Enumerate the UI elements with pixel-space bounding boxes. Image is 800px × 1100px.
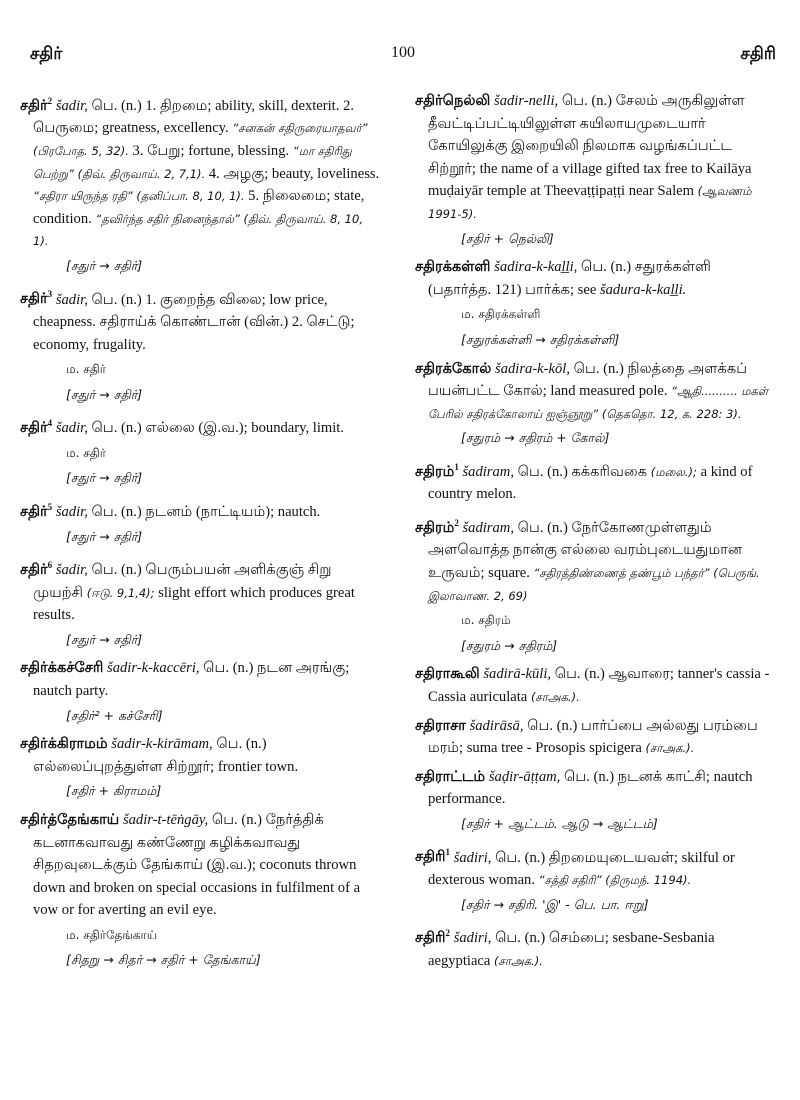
entry-definition: பெ. (n.) எல்லைப்புறத்துள்ள சிற்றூர்; frontier town. xyxy=(33,736,299,775)
entry-transliteration: šadir-k-kaccēri, xyxy=(107,660,200,677)
entry-transliteration: šaḍir-āṭṭam, xyxy=(488,768,561,785)
entry-citation: “சதிரத்திண்ணைத் தண்பூம் பந்தர்” xyxy=(533,566,710,580)
headword-text: சதிர் xyxy=(20,561,48,578)
entry-cognate: ம. சதிர் xyxy=(66,362,107,377)
running-head-right: சதிரி xyxy=(740,44,776,63)
headword-sense-number: 2 xyxy=(454,517,459,528)
entry-definition: 4. அழகு; beauty, loveliness. xyxy=(205,165,380,182)
headword-sense-number: 5 xyxy=(47,502,53,513)
entry-definition: பெ. (n.) நேர்கோணமுள்ளதும் அளவொத்த நான்கு எல்லை வரம்புடையதுமான உருவம்; square. xyxy=(428,519,742,581)
entry-etymology: [சதுர் → சதிர்] xyxy=(66,258,143,274)
right-column xyxy=(415,90,775,978)
entry-headword xyxy=(415,259,491,275)
entry-definition: šadura-k-kaḻḻi. xyxy=(599,281,687,298)
entry-transliteration: šadiri, xyxy=(453,849,492,866)
headword-text: சதிராகூலி xyxy=(415,666,480,683)
entry-citation: (மலை.); xyxy=(650,464,697,479)
entry-etymology: [சதுர் → சதிர்] xyxy=(66,631,143,647)
entry-definition: பெ. (n.) பெரும்பயன் அளிக்குஞ் சிறு முயற்சி xyxy=(33,561,332,601)
entry-etymology: [சதுர் → சதிர்] xyxy=(66,386,143,402)
dictionary-entry xyxy=(415,456,775,506)
headword-text: சதிர்த்தேங்காய் xyxy=(20,811,120,828)
entry-etymology: [சதுரம் → சதிரம்] xyxy=(461,637,558,653)
headword-sense-number: 6 xyxy=(47,560,53,571)
entry-etymology: [சதிர் + நெல்லி] xyxy=(461,230,554,246)
entry-citation: (சாஅக.). xyxy=(645,741,695,756)
entry-citation: (திருமந். 1194). xyxy=(601,872,692,887)
headword-text: சதிரி xyxy=(415,930,446,947)
entry-definition: 5. நிலைமை; state, condition. xyxy=(33,188,365,227)
entry-headword xyxy=(415,769,485,785)
headword-sense-number: 1 xyxy=(445,847,451,858)
headword-text: சதிர்க்கச்சேரி xyxy=(20,660,104,677)
entry-transliteration: šadirāsā, xyxy=(469,717,524,734)
entry-etymology: [சதிர் + ஆட்டம். ஆடு → ஆட்டம்] xyxy=(461,815,658,831)
entry-definition: பெ. (n.) திறமையுடையவள்; skilful or dexterous woman. xyxy=(428,849,735,888)
dictionary-entry xyxy=(20,733,380,778)
dictionary-entry xyxy=(415,512,775,607)
dictionary-entry xyxy=(415,663,775,708)
entry-citation: (திவ். திருவாய். 8, 10, 1). xyxy=(33,211,363,249)
entry-transliteration: šadira-k-kaḻḻi, xyxy=(494,259,578,276)
entry-cognate: ம. சதிரக்கள்ளி xyxy=(461,307,541,322)
headword-sense-number: 4 xyxy=(47,418,53,429)
entry-headword xyxy=(20,660,103,676)
page-number: 100 xyxy=(391,44,415,61)
dictionary-entry xyxy=(20,496,380,523)
entry-citation: “தவிர்ந்த சதிர் நினைந்தால்” xyxy=(95,211,240,226)
entry-citation: (ஈடு. 9,1,4); xyxy=(86,585,155,600)
entry-etymology: [சதுர் → சதிர்] xyxy=(66,470,143,486)
entry-headword xyxy=(415,849,450,865)
entry-etymology: [சதுர் → சதிர்] xyxy=(66,528,143,544)
entry-citation: “சதிரா யிருந்த ரதி” xyxy=(33,189,133,204)
dictionary-entry xyxy=(20,90,380,253)
headword-sense-number: 3 xyxy=(47,289,53,300)
entry-definition: பெ. (n.) சதுரக்கள்ளி (பதார்த்த. 121) பார்க்க; see xyxy=(428,259,712,298)
entry-definition: பெ. (n.) எல்லை (இ.வ.); boundary, limit. xyxy=(87,420,344,437)
entry-definition: பெ. (n.) ஆவாரை; tanner's cassia - Cassia auriculata xyxy=(428,666,770,705)
dictionary-entry xyxy=(415,358,775,426)
headword-text: சதிர் xyxy=(20,503,48,520)
entry-cognate: ம. சதிரம் xyxy=(461,613,511,628)
entry-citation: (தெகதொ. 12, க. 228: 3). xyxy=(598,406,742,421)
entry-headword xyxy=(20,504,52,520)
entry-citation: (தனிப்பா. 8, 10, 1). xyxy=(132,189,245,204)
entry-definition: 3. பேறு; fortune, blessing. xyxy=(128,143,293,160)
entry-transliteration: šadir, xyxy=(55,503,88,520)
headword-text: சதிரக்கள்ளி xyxy=(415,259,491,276)
entry-citation: (பிரபோத. 5, 32). xyxy=(33,144,129,159)
entry-etymology: [சிதறு → சிதர் → சதிர் + தேங்காய்] xyxy=(66,952,261,968)
entry-headword xyxy=(415,361,491,377)
dictionary-entry xyxy=(415,922,775,972)
dictionary-entry xyxy=(20,809,380,922)
entry-definition: பெ. (n.) 1. திறமை; ability, skill, dexterit. 2. பெருமை; greatness, excellency. xyxy=(33,97,354,137)
page-header xyxy=(30,44,776,70)
left-column xyxy=(20,90,380,978)
entry-etymology: [சதிர்² + கச்சேரி] xyxy=(66,707,163,723)
entry-definition: பெ. (n.) நிலத்தை அளக்கப் பயன்பட்ட கோல்; land measured pole. xyxy=(428,360,748,400)
headword-text: சதிர் xyxy=(20,97,48,114)
entry-citation: (பெருங். இலாவாண. 2, 69) xyxy=(428,566,760,603)
entry-citation: “சனகன் சதிருரையாதவர்” xyxy=(232,121,368,136)
headword-text: சதிரம் xyxy=(415,519,455,536)
dictionary-entry xyxy=(415,90,775,226)
entry-cognate: ம. சதிர்தேங்காய் xyxy=(66,927,158,942)
entry-headword xyxy=(20,98,52,114)
entry-headword xyxy=(20,562,52,578)
entry-transliteration: šadir-t-tēṅgāy, xyxy=(122,811,209,828)
entry-definition: பெ. (n.) பார்ப்பை அல்லது பரம்பை மரம்; suma tree - Prosopis spicigera xyxy=(428,717,758,757)
entry-definition: பெ. (n.) நேர்த்திக் கடனாகவாவது கண்ணேறு கழிக்கவாவது சிதறவுடைக்கும் தேங்காய் (இ.வ.); coconuts thrown down and broken on special occasions in fulfilment of a vow or for averting an evil eye. xyxy=(33,811,361,919)
entry-transliteration: šadir-k-kirāmam, xyxy=(111,736,213,753)
entry-headword xyxy=(415,517,459,536)
entry-definition: பெ. (n.) சேலம் அருகிலுள்ள தீவட்டிப்பட்டியிலுள்ள கயிலாயமுடையார் கோயிலுக்கு இறையிலி நிலமாக வழங்கப்பட்ட சிற்றூர்; the name of a village gifted tax free to Kailāya muḍaiyār temple at Theevaṭṭipaṭṭi near Salem xyxy=(428,93,752,200)
entry-transliteration: šadiri, xyxy=(453,930,492,947)
entry-headword xyxy=(20,291,52,307)
entry-headword xyxy=(20,420,52,436)
headword-text: சதிரக்கோல் xyxy=(415,360,492,377)
headword-text: சதிர் xyxy=(20,291,48,308)
entry-definition: பெ. (n.) நடனம் (நாட்டியம்); nautch. xyxy=(87,503,321,520)
entry-transliteration: šadir, xyxy=(55,97,88,114)
entry-citation: “ஆதி.......... மகள் பேரில் சதிரக்கோலாய் ஐஞ்ஞூறு” xyxy=(428,384,769,421)
entry-citation: (சாஅக.). xyxy=(530,689,580,704)
entry-definition: பெ. (n.) கக்கரிவகை xyxy=(513,463,651,480)
dictionary-entry xyxy=(415,766,775,811)
entry-citation: “மா சதிரிது பெற்று” xyxy=(33,144,352,181)
running-head-left: சதிர் xyxy=(30,44,63,63)
headword-text: சதிராசா xyxy=(415,717,466,734)
entry-definition: a kind of country melon. xyxy=(428,463,753,503)
entry-transliteration: šadir, xyxy=(55,561,88,578)
entry-transliteration: šadir, xyxy=(55,420,88,437)
entry-transliteration: šadira-k-kōl, xyxy=(495,360,570,377)
dictionary-entry xyxy=(20,284,380,357)
entry-headword xyxy=(20,812,119,828)
dictionary-entry xyxy=(20,554,380,627)
entry-headword xyxy=(20,736,108,752)
headword-text: சதிராட்டம் xyxy=(415,768,486,785)
headword-sense-number: 1 xyxy=(454,461,459,472)
dictionary-entry xyxy=(415,715,775,760)
entry-etymology: [சதுரக்கள்ளி → சதிரக்கள்ளி] xyxy=(461,331,620,347)
headword-text: சதிர்நெல்லி xyxy=(415,93,491,109)
dictionary-entry xyxy=(415,256,775,301)
entry-definition: பெ. (n.) நடன அரங்கு; nautch party. xyxy=(33,660,350,699)
entry-headword xyxy=(415,666,480,682)
entry-citation: (ஆவணம் 1991-5). xyxy=(428,184,752,221)
entry-transliteration: šadiram, xyxy=(462,463,514,480)
entry-transliteration: šadiram, xyxy=(462,519,514,536)
entry-definition: பெ. (n.) நடனக் காட்சி; nautch performance. xyxy=(428,768,753,808)
entry-headword xyxy=(415,93,490,109)
headword-sense-number: 2 xyxy=(47,96,53,106)
dictionary-entry xyxy=(415,842,775,892)
entry-definition: slight effort which produces great results. xyxy=(33,584,355,624)
entry-headword xyxy=(415,930,450,946)
entry-etymology: [சதிர் + கிராமம்] xyxy=(66,783,162,799)
entry-citation: (சாஅக.). xyxy=(494,953,543,968)
entry-citation: (திவ். திருவாய். 2, 7,1). xyxy=(73,166,206,181)
headword-sense-number: 2 xyxy=(445,928,451,939)
entry-headword xyxy=(415,718,466,734)
entry-cognate: ம. சதிர் xyxy=(66,445,107,460)
entry-etymology: [சதுரம் → சதிரம் + கோல்] xyxy=(461,430,610,446)
entry-transliteration: šadir, xyxy=(55,291,88,308)
dictionary-entry xyxy=(20,412,380,439)
headword-text: சதிர் xyxy=(20,420,48,437)
entry-citation: “சத்தி சதிரி” xyxy=(538,872,602,887)
dictionary-entry xyxy=(20,657,380,702)
entry-definition: பெ. (n.) 1. குறைந்த விலை; low price, cheapness. சதிராய்க் கொண்டான் (வின்.) 2. செட்டு; economy, frugality. xyxy=(33,291,355,353)
entry-etymology: [சதிர் → சதிரி. 'இ' - பெ. பா. ஈறு] xyxy=(461,896,649,912)
entry-transliteration: šadirā-kūli, xyxy=(483,666,552,683)
headword-text: சதிர்க்கிராமம் xyxy=(20,736,108,753)
headword-text: சதிரி xyxy=(415,849,446,866)
entry-definition: பெ. (n.) செம்பை; sesbane-Sesbania aegyptiaca xyxy=(428,930,715,969)
entry-transliteration: šadir-nelli, xyxy=(494,93,559,109)
headword-text: சதிரம் xyxy=(415,463,455,480)
entry-headword xyxy=(415,461,459,480)
